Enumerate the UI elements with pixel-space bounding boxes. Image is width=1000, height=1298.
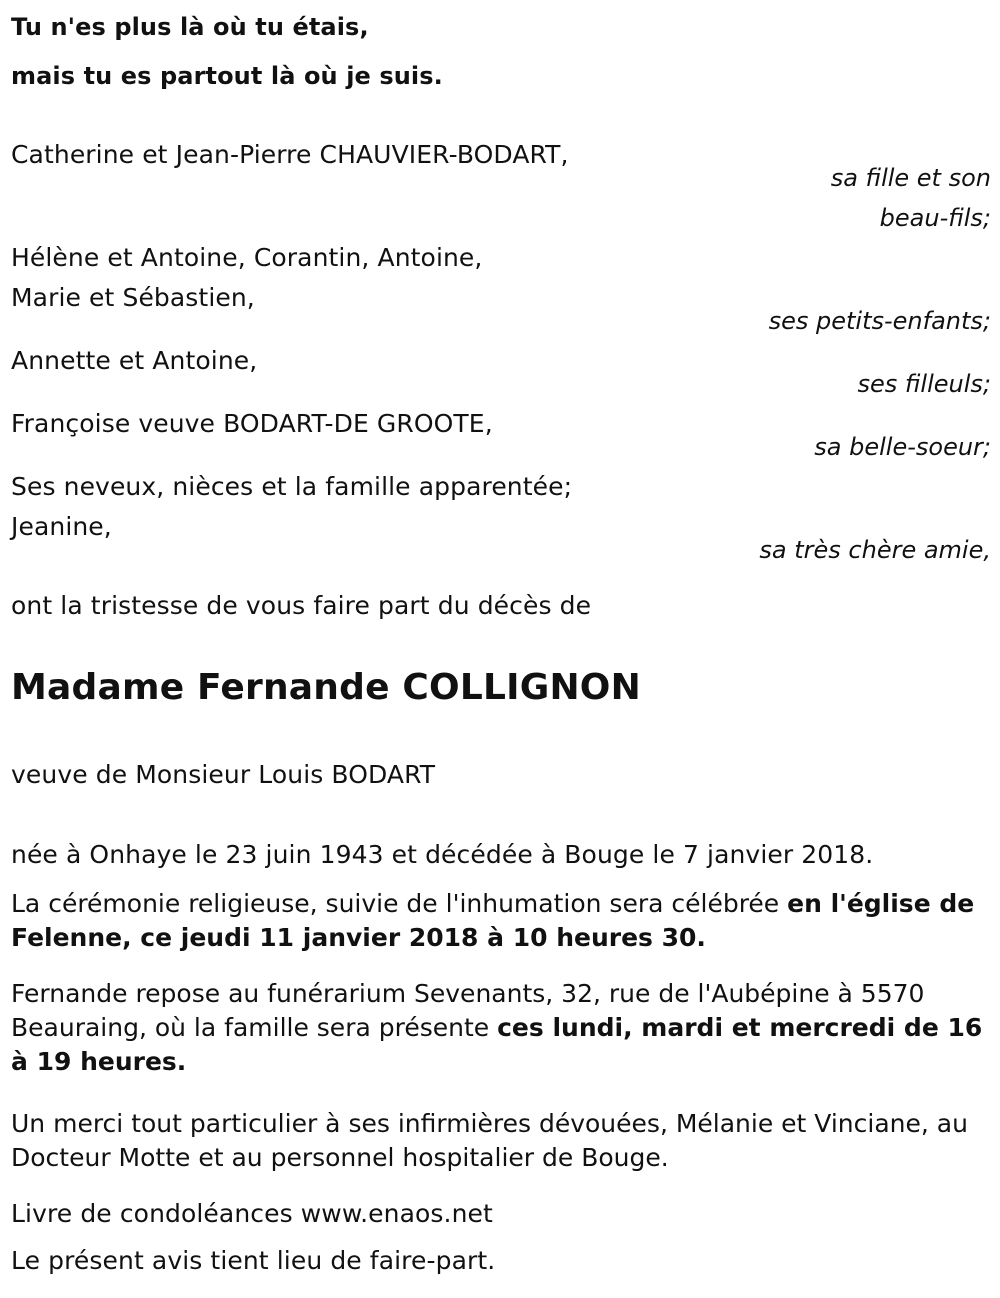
closing-line: Le présent avis tient lieu de faire-part.: [11, 1246, 496, 1275]
birth-death-line: née à Onhaye le 23 juin 1943 et décédée à Bouge le 7 janvier 2018.: [11, 840, 874, 869]
nephews-line: Ses neveux, nièces et la famille apparentée;: [11, 472, 573, 501]
sister-in-law-role: sa belle-soeur;: [814, 433, 991, 461]
godchildren-names: Annette et Antoine,: [11, 346, 258, 375]
thanks-paragraph: Un merci tout particulier à ses infirmières dévouées, Mélanie et Vinciane, au Docteur Motte et au personnel hospitalier de Bouge.: [11, 1109, 968, 1172]
ceremony-text: La cérémonie religieuse, suivie de l'inhumation sera célébrée: [11, 889, 788, 918]
epigraph-line-2: mais tu es partout là où je suis.: [11, 62, 443, 90]
epigraph-line-1: Tu n'es plus là où tu étais,: [11, 13, 369, 41]
grandchildren-line-2: Marie et Sébastien,: [11, 283, 255, 312]
condolences-line: Livre de condoléances www.enaos.net: [11, 1199, 493, 1228]
daughter-role-line-1: sa fille et son: [830, 164, 991, 192]
ceremony-paragraph: [11, 887, 991, 955]
deceased-name: Madame Fernande COLLIGNON: [11, 667, 641, 708]
daughter-role-line-2: beau-fils;: [879, 204, 991, 232]
godchildren-role: ses filleuls;: [857, 370, 991, 398]
widow-of-line: veuve de Monsieur Louis BODART: [11, 760, 436, 789]
daughter-names: Catherine et Jean-Pierre CHAUVIER-BODART,: [11, 140, 569, 169]
grandchildren-line-1: Hélène et Antoine, Corantin, Antoine,: [11, 243, 483, 272]
friend-role: sa très chère amie,: [759, 536, 991, 564]
sister-in-law-names: Françoise veuve BODART-DE GROOTE,: [11, 409, 493, 438]
announcement-line: ont la tristesse de vous faire part du décès de: [11, 591, 592, 620]
repose-hours: ces lundi, mardi et mercredi de 16 à 19 heures.: [11, 1013, 983, 1076]
repose-text: Fernande repose au funérarium Sevenants, 32, rue de l'Aubépine à 5570 Beauraing, où la famille sera présente: [11, 979, 925, 1042]
friend-name: Jeanine,: [11, 512, 112, 541]
repose-paragraph: [11, 977, 991, 1079]
ceremony-details: en l'église de Felenne, ce jeudi 11 janvier 2018 à 10 heures 30.: [11, 889, 975, 952]
grandchildren-role: ses petits-enfants;: [768, 307, 991, 335]
